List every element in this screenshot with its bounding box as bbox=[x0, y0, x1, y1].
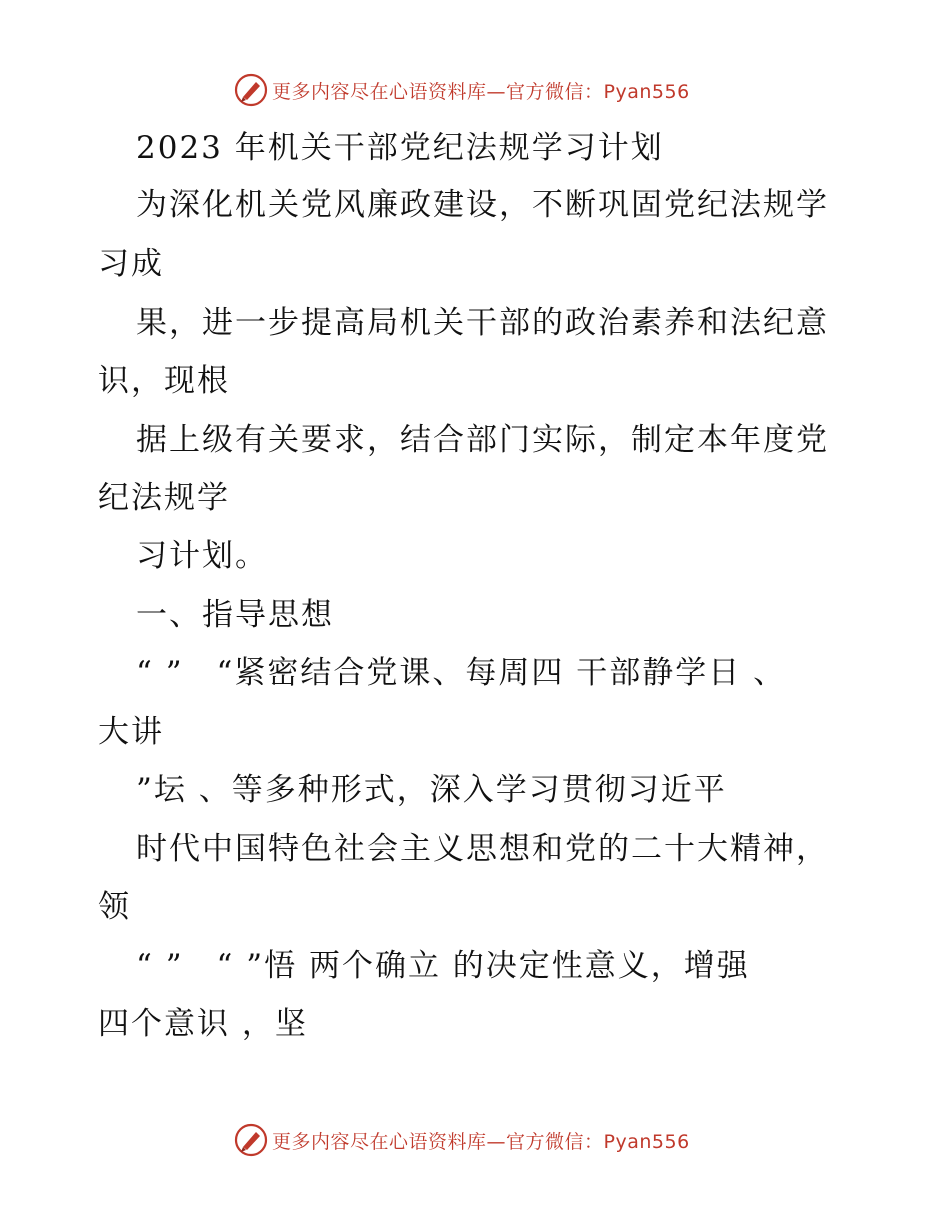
section-heading: 一、指导思想 bbox=[136, 597, 334, 633]
paragraph-line: 时代中国特色社会主义思想和党的二十大精神， bbox=[136, 831, 829, 867]
paragraph-line: 习成 bbox=[98, 246, 164, 282]
paragraph-line: “ ” “紧密结合党课、每周四 干部静学日 、 bbox=[136, 655, 787, 691]
pen-logo-icon bbox=[234, 1123, 268, 1157]
pen-logo-icon bbox=[234, 73, 268, 107]
paragraph-line: 据上级有关要求，结合部门实际，制定本年度党 bbox=[136, 422, 829, 458]
paragraph-line: 识，现根 bbox=[98, 363, 230, 399]
paragraph-line: ”坛 、等多种形式，深入学习贯彻习近平 bbox=[136, 772, 727, 808]
document-title: 2023 年机关干部党纪法规学习计划 bbox=[136, 130, 664, 166]
paragraph-line: 纪法规学 bbox=[98, 480, 230, 516]
paragraph-line: 四个意识 ，坚 bbox=[98, 1006, 308, 1042]
paragraph-line: 大讲 bbox=[98, 714, 164, 750]
header-banner bbox=[234, 72, 690, 108]
banner-text: 更多内容尽在心语资料库—官方微信：Pyan556 bbox=[272, 80, 690, 103]
paragraph-line: 果，进一步提高局机关干部的政治素养和法纪意 bbox=[136, 305, 829, 341]
footer-banner bbox=[234, 1122, 690, 1158]
paragraph-line: 为深化机关党风廉政建设，不断巩固党纪法规学 bbox=[136, 187, 829, 223]
paragraph-line: 领 bbox=[98, 889, 131, 925]
paragraph-line: “ ” “ ”悟 两个确立 的决定性意义，增强 bbox=[136, 948, 750, 984]
banner-text: 更多内容尽在心语资料库—官方微信：Pyan556 bbox=[272, 1130, 690, 1153]
paragraph-line: 习计划。 bbox=[136, 538, 268, 574]
